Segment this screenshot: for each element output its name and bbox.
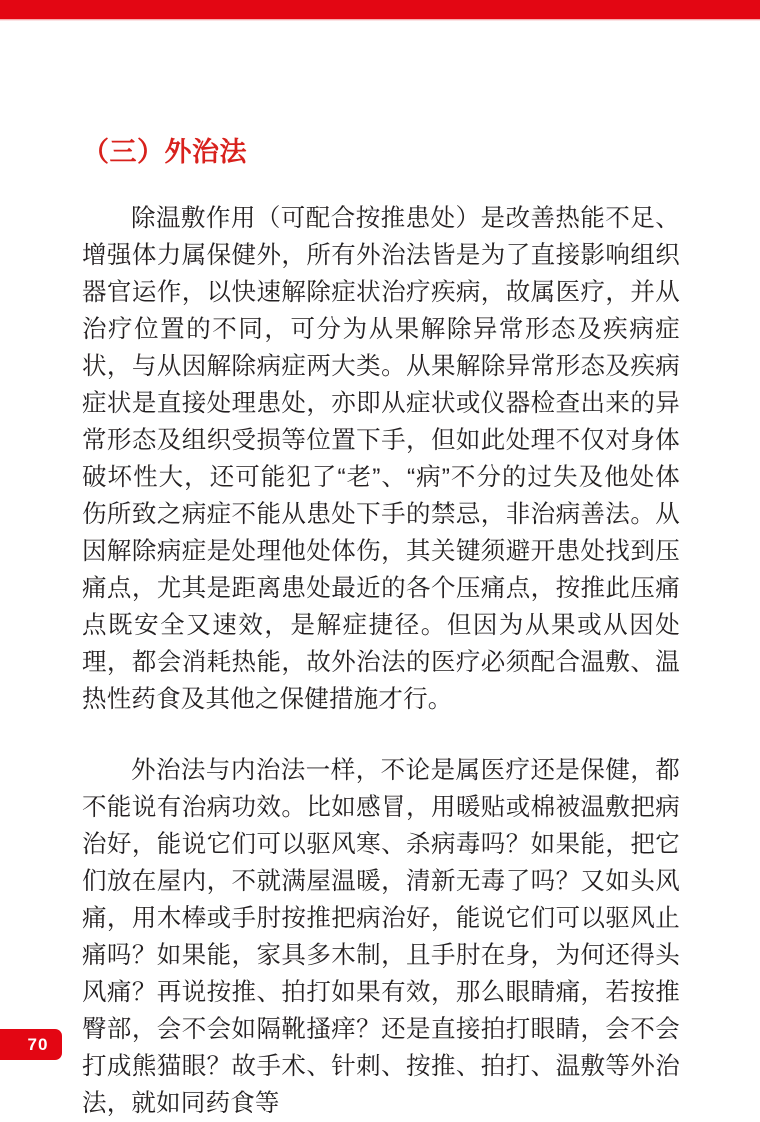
top-red-rule [0, 0, 760, 19]
section-heading: （三）外治法 [82, 137, 247, 167]
paragraph: 除温敷作用（可配合按推患处）是改善热能不足、增强体力属保健外，所有外治法皆是为了直接影响组织器官运作，以快速解除症状治疗疾病，故属医疗，并从治疗位置的不同，可分为从果解除异常形态及疾病症状，与从因解除病症两大类。从果解除异常形态及疾病症状是直接处理患处，亦即从症状或仪器检查出来的异常形态及组织受损等位置下手，但如此处理不仅对身体破坏性大，还可能犯了“老”、“病”不分的过失及他处体伤所致之病症不能从患处下手的禁忌，非治病善法。从因解除病症是处理他处体伤，其关键须避开患处找到压痛点，尤其是距离患处最近的各个压痛点，按推此压痛点既安全又速效，是解症捷径。但因为从果或从因处理，都会消耗热能，故外治法的医疗必须配合温敷、温热性药食及其他之保健措施才行。 [82, 205, 680, 713]
body-text-column [82, 200, 680, 1122]
paragraph: 外治法与内治法一样，不论是属医疗还是保健，都不能说有治病功效。比如感冒，用暖贴或棉被温敷把病治好，能说它们可以驱风寒、杀病毒吗？如果能，把它们放在屋内，不就满屋温暖，清新无毒了吗？又如头风痛，用木棒或手肘按推把病治好，能说它们可以驱风止痛吗？如果能，家具多木制，且手肘在身，为何还得头风痛？再说按推、拍打如果有效，那么眼睛痛，若按推臀部，会不会如隔靴搔痒？还是直接拍打眼睛，会不会打成熊猫眼？故手术、针刺、按推、拍打、温敷等外治法，就如同药食等 [82, 757, 680, 1117]
top-rule-shadow [0, 19, 760, 21]
page-number-badge: 70 [0, 1029, 62, 1060]
